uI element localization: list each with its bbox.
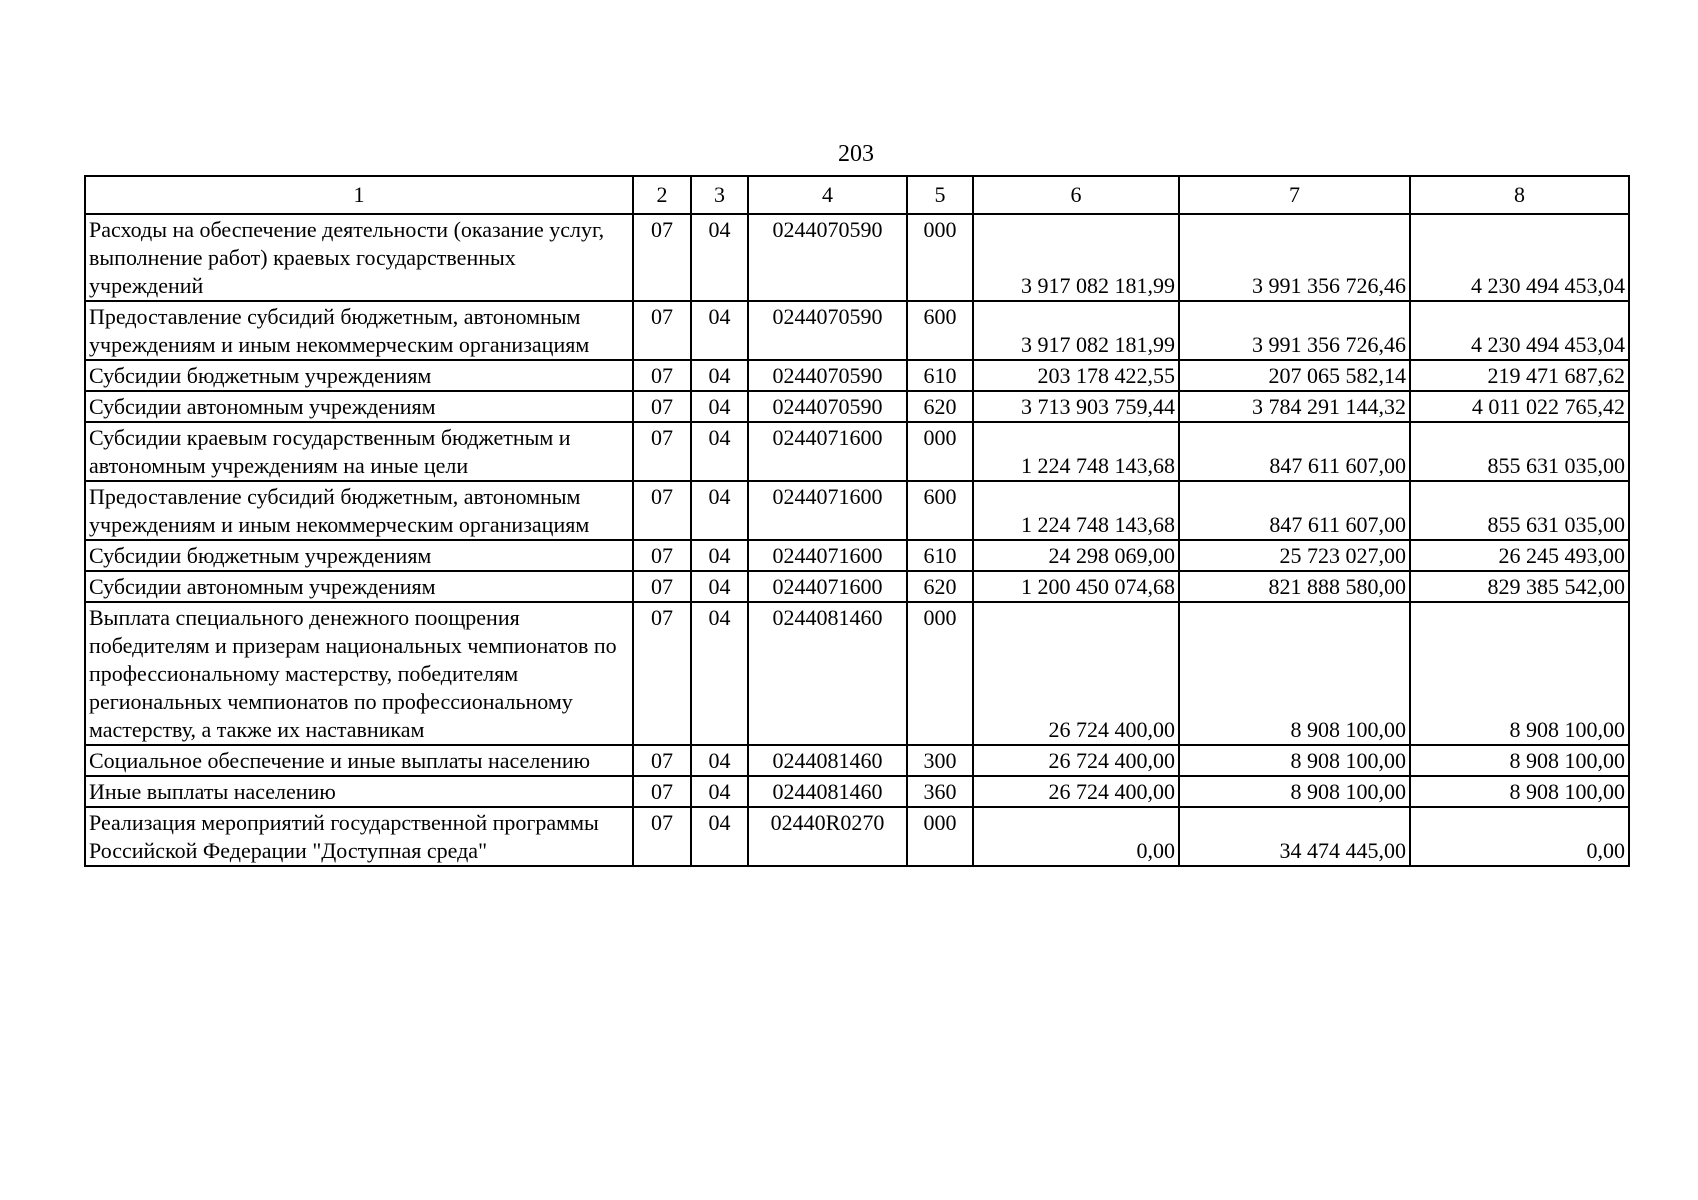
table-row (85, 481, 1629, 540)
row-amount-col8: 829 385 542,00 (1410, 571, 1629, 602)
header-col-4: 4 (748, 176, 907, 214)
table-row (85, 214, 1629, 301)
row-subsection: 04 (691, 301, 748, 360)
row-name: Субсидии автономным учреждениям (85, 391, 633, 422)
row-target-article: 0244070590 (748, 360, 907, 391)
table-row (85, 776, 1629, 807)
header-col-3: 3 (691, 176, 748, 214)
row-amount-col6: 1 224 748 143,68 (973, 481, 1179, 540)
row-subsection: 04 (691, 391, 748, 422)
row-expense-type: 620 (907, 391, 973, 422)
row-name: Иные выплаты населению (85, 776, 633, 807)
table-row (85, 807, 1629, 866)
row-expense-type: 600 (907, 481, 973, 540)
row-subsection: 04 (691, 360, 748, 391)
row-section: 07 (633, 776, 691, 807)
row-name: Реализация мероприятий государственной программы Российской Федерации "Доступная среда" (85, 807, 633, 866)
header-col-2: 2 (633, 176, 691, 214)
row-subsection: 04 (691, 807, 748, 866)
table-row (85, 360, 1629, 391)
page-number: 203 (838, 141, 874, 167)
row-amount-col8: 219 471 687,62 (1410, 360, 1629, 391)
row-subsection: 04 (691, 481, 748, 540)
row-section: 07 (633, 571, 691, 602)
header-col-1: 1 (85, 176, 633, 214)
table-row (85, 571, 1629, 602)
table-row (85, 745, 1629, 776)
budget-table (84, 175, 1630, 867)
row-amount-col7: 8 908 100,00 (1179, 745, 1410, 776)
row-name: Субсидии бюджетным учреждениям (85, 360, 633, 391)
row-section: 07 (633, 391, 691, 422)
row-expense-type: 000 (907, 422, 973, 481)
row-subsection: 04 (691, 540, 748, 571)
row-expense-type: 000 (907, 807, 973, 866)
row-amount-col7: 8 908 100,00 (1179, 776, 1410, 807)
row-target-article: 0244081460 (748, 602, 907, 745)
row-amount-col6: 26 724 400,00 (973, 745, 1179, 776)
row-name: Социальное обеспечение и иные выплаты населению (85, 745, 633, 776)
row-section: 07 (633, 807, 691, 866)
row-amount-col6: 3 917 082 181,99 (973, 301, 1179, 360)
header-col-8: 8 (1410, 176, 1629, 214)
row-amount-col6: 26 724 400,00 (973, 776, 1179, 807)
row-amount-col6: 24 298 069,00 (973, 540, 1179, 571)
row-amount-col8: 8 908 100,00 (1410, 776, 1629, 807)
row-target-article: 0244071600 (748, 571, 907, 602)
row-amount-col7: 207 065 582,14 (1179, 360, 1410, 391)
row-amount-col7: 3 991 356 726,46 (1179, 214, 1410, 301)
row-amount-col6: 26 724 400,00 (973, 602, 1179, 745)
row-target-article: 0244071600 (748, 540, 907, 571)
row-amount-col8: 8 908 100,00 (1410, 602, 1629, 745)
row-amount-col6: 3 713 903 759,44 (973, 391, 1179, 422)
row-section: 07 (633, 540, 691, 571)
row-subsection: 04 (691, 745, 748, 776)
row-amount-col6: 1 200 450 074,68 (973, 571, 1179, 602)
row-amount-col7: 25 723 027,00 (1179, 540, 1410, 571)
row-name: Выплата специального денежного поощрения победителям и призерам национальных чемпионатов по профессиональному мастерству, победителям региональных чемпионатов по профессиональному мастерству, а также их наставникам (85, 602, 633, 745)
table-row (85, 602, 1629, 745)
row-target-article: 0244071600 (748, 481, 907, 540)
row-amount-col8: 4 230 494 453,04 (1410, 301, 1629, 360)
row-section: 07 (633, 481, 691, 540)
row-amount-col8: 4 230 494 453,04 (1410, 214, 1629, 301)
row-amount-col8: 26 245 493,00 (1410, 540, 1629, 571)
row-target-article: 0244070590 (748, 301, 907, 360)
row-amount-col8: 855 631 035,00 (1410, 481, 1629, 540)
table-row (85, 422, 1629, 481)
row-name: Субсидии бюджетным учреждениям (85, 540, 633, 571)
row-name: Предоставление субсидий бюджетным, автономным учреждениям и иным некоммерческим организациям (85, 301, 633, 360)
row-amount-col6: 203 178 422,55 (973, 360, 1179, 391)
row-amount-col6: 0,00 (973, 807, 1179, 866)
row-amount-col6: 1 224 748 143,68 (973, 422, 1179, 481)
row-subsection: 04 (691, 602, 748, 745)
row-amount-col7: 3 991 356 726,46 (1179, 301, 1410, 360)
row-section: 07 (633, 422, 691, 481)
row-expense-type: 620 (907, 571, 973, 602)
row-name: Расходы на обеспечение деятельности (оказание услуг, выполнение работ) краевых государственных учреждений (85, 214, 633, 301)
header-col-5: 5 (907, 176, 973, 214)
row-amount-col8: 8 908 100,00 (1410, 745, 1629, 776)
row-section: 07 (633, 745, 691, 776)
row-name: Предоставление субсидий бюджетным, автономным учреждениям и иным некоммерческим организациям (85, 481, 633, 540)
row-amount-col8: 855 631 035,00 (1410, 422, 1629, 481)
row-target-article: 02440R0270 (748, 807, 907, 866)
row-target-article: 0244070590 (748, 391, 907, 422)
row-subsection: 04 (691, 571, 748, 602)
row-expense-type: 610 (907, 360, 973, 391)
row-amount-col7: 821 888 580,00 (1179, 571, 1410, 602)
row-expense-type: 000 (907, 214, 973, 301)
row-name: Субсидии автономным учреждениям (85, 571, 633, 602)
row-section: 07 (633, 360, 691, 391)
table-row (85, 301, 1629, 360)
row-amount-col7: 847 611 607,00 (1179, 481, 1410, 540)
row-amount-col7: 8 908 100,00 (1179, 602, 1410, 745)
row-target-article: 0244081460 (748, 745, 907, 776)
row-section: 07 (633, 301, 691, 360)
header-col-7: 7 (1179, 176, 1410, 214)
header-row (85, 176, 1629, 214)
row-subsection: 04 (691, 214, 748, 301)
row-expense-type: 610 (907, 540, 973, 571)
row-amount-col7: 34 474 445,00 (1179, 807, 1410, 866)
row-target-article: 0244070590 (748, 214, 907, 301)
row-name: Субсидии краевым государственным бюджетным и автономным учреждениям на иные цели (85, 422, 633, 481)
row-amount-col7: 3 784 291 144,32 (1179, 391, 1410, 422)
row-target-article: 0244071600 (748, 422, 907, 481)
row-subsection: 04 (691, 776, 748, 807)
row-amount-col6: 3 917 082 181,99 (973, 214, 1179, 301)
row-expense-type: 300 (907, 745, 973, 776)
row-section: 07 (633, 602, 691, 745)
row-amount-col8: 4 011 022 765,42 (1410, 391, 1629, 422)
row-expense-type: 600 (907, 301, 973, 360)
row-expense-type: 000 (907, 602, 973, 745)
row-expense-type: 360 (907, 776, 973, 807)
header-col-6: 6 (973, 176, 1179, 214)
row-section: 07 (633, 214, 691, 301)
row-target-article: 0244081460 (748, 776, 907, 807)
row-subsection: 04 (691, 422, 748, 481)
table-row (85, 540, 1629, 571)
table-row (85, 391, 1629, 422)
row-amount-col7: 847 611 607,00 (1179, 422, 1410, 481)
row-amount-col8: 0,00 (1410, 807, 1629, 866)
